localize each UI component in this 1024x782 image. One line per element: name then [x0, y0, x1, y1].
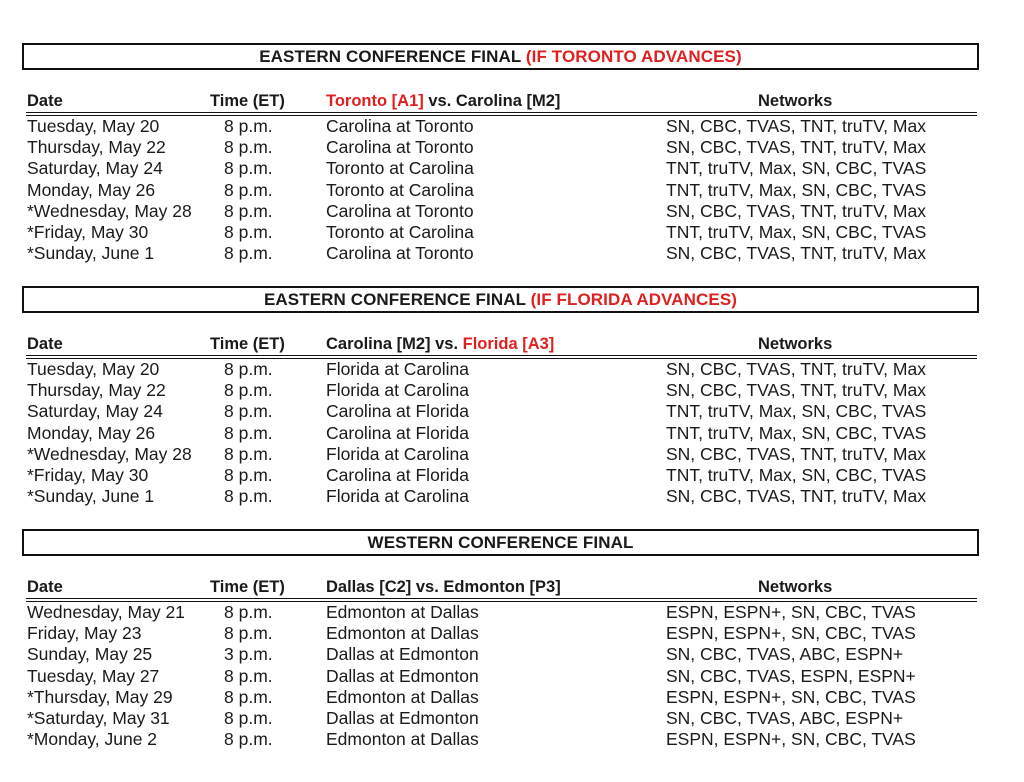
matchup-team2: Florida [A3]	[462, 335, 555, 353]
cell-matchup: Edmonton at Dallas	[326, 623, 479, 644]
cell-matchup: Carolina at Toronto	[326, 137, 474, 158]
table-row	[22, 359, 977, 380]
cell-date: *Monday, June 2	[27, 729, 158, 750]
cell-matchup: Carolina at Toronto	[326, 116, 474, 136]
cell-matchup: Dallas at Edmonton	[326, 644, 479, 665]
cell-networks: ESPN, ESPN+, SN, CBC, TVAS	[666, 686, 916, 707]
table-row	[22, 486, 977, 507]
header-time: Time (ET)	[210, 92, 285, 110]
cell-time: 8 p.m.	[224, 179, 273, 200]
cell-time: 8 p.m.	[224, 686, 273, 707]
table-row	[22, 158, 977, 179]
cell-networks: TNT, truTV, Max, SN, CBC, TVAS	[666, 158, 927, 179]
cell-time: 8 p.m.	[224, 401, 273, 422]
header-matchup	[326, 334, 554, 355]
cell-matchup: Edmonton at Dallas	[326, 602, 479, 622]
banner-title: WESTERN CONFERENCE FINAL	[367, 533, 634, 552]
cell-date: Tuesday, May 20	[27, 116, 160, 136]
cell-networks: ESPN, ESPN+, SN, CBC, TVAS	[666, 729, 916, 750]
matchup-vs: vs.	[430, 335, 463, 353]
cell-date: Monday, May 26	[27, 422, 156, 443]
cell-matchup: Toronto at Carolina	[326, 179, 474, 200]
matchup-team1: Carolina [M2]	[326, 335, 431, 353]
matchup-team1: Toronto [A1]	[326, 92, 424, 110]
matchup-team2: Carolina [M2]	[455, 92, 561, 110]
cell-time: 8 p.m.	[224, 200, 273, 221]
cell-networks: SN, CBC, TVAS, TNT, truTV, Max	[666, 116, 926, 136]
cell-time: 8 p.m.	[224, 116, 273, 136]
cell-networks: SN, CBC, TVAS, TNT, truTV, Max	[666, 380, 926, 401]
banner-title: EASTERN CONFERENCE FINAL	[259, 47, 522, 66]
cell-networks: SN, CBC, TVAS, ABC, ESPN+	[666, 707, 904, 728]
cell-matchup: Florida at Carolina	[326, 359, 469, 379]
cell-networks: SN, CBC, TVAS, TNT, truTV, Max	[666, 359, 926, 379]
cell-date: Wednesday, May 21	[27, 602, 185, 622]
cell-date: *Wednesday, May 28	[27, 200, 192, 221]
table-row	[22, 116, 977, 137]
cell-time: 8 p.m.	[224, 729, 273, 750]
cell-time: 8 p.m.	[224, 707, 273, 728]
matchup-team1: Dallas [C2]	[326, 578, 412, 596]
cell-time: 8 p.m.	[224, 422, 273, 443]
cell-time: 3 p.m.	[224, 644, 273, 665]
cell-matchup: Carolina at Florida	[326, 401, 469, 422]
header-time: Time (ET)	[210, 578, 285, 596]
cell-date: *Sunday, June 1	[27, 243, 155, 264]
header-matchup	[326, 577, 561, 598]
column-header-row	[22, 577, 977, 598]
table-row	[22, 243, 977, 264]
cell-matchup: Carolina at Florida	[326, 422, 469, 443]
cell-networks: TNT, truTV, Max, SN, CBC, TVAS	[666, 179, 927, 200]
cell-matchup: Florida at Carolina	[326, 486, 469, 507]
cell-time: 8 p.m.	[224, 665, 273, 686]
schedule-table	[22, 602, 977, 750]
cell-matchup: Florida at Carolina	[326, 443, 469, 464]
header-networks: Networks	[758, 92, 833, 110]
section-banner	[22, 529, 979, 556]
cell-matchup: Carolina at Toronto	[326, 200, 474, 221]
table-row	[22, 444, 977, 465]
table-row	[22, 623, 977, 644]
table-row	[22, 708, 977, 729]
cell-time: 8 p.m.	[224, 359, 273, 379]
cell-time: 8 p.m.	[224, 443, 273, 464]
cell-networks: TNT, truTV, Max, SN, CBC, TVAS	[666, 464, 927, 485]
cell-time: 8 p.m.	[224, 221, 273, 242]
cell-networks: SN, CBC, TVAS, ABC, ESPN+	[666, 644, 904, 665]
cell-matchup: Carolina at Toronto	[326, 243, 474, 264]
header-networks: Networks	[758, 578, 833, 596]
table-row	[22, 602, 977, 623]
table-row	[22, 137, 977, 158]
cell-matchup: Dallas at Edmonton	[326, 707, 479, 728]
cell-date: Tuesday, May 20	[27, 359, 160, 379]
cell-date: Monday, May 26	[27, 179, 156, 200]
table-row	[22, 201, 977, 222]
cell-date: *Sunday, June 1	[27, 486, 155, 507]
cell-networks: SN, CBC, TVAS, TNT, truTV, Max	[666, 200, 926, 221]
cell-networks: SN, CBC, TVAS, TNT, truTV, Max	[666, 486, 926, 507]
table-row	[22, 222, 977, 243]
cell-matchup: Toronto at Carolina	[326, 158, 474, 179]
cell-matchup: Edmonton at Dallas	[326, 686, 479, 707]
table-row	[22, 401, 977, 422]
header-networks: Networks	[758, 335, 833, 353]
cell-networks: SN, CBC, TVAS, TNT, truTV, Max	[666, 443, 926, 464]
cell-matchup: Edmonton at Dallas	[326, 729, 479, 750]
cell-networks: TNT, truTV, Max, SN, CBC, TVAS	[666, 221, 927, 242]
table-row	[22, 423, 977, 444]
banner-note: (IF TORONTO ADVANCES)	[525, 47, 742, 66]
cell-networks: ESPN, ESPN+, SN, CBC, TVAS	[666, 623, 916, 644]
section-banner	[22, 43, 979, 70]
cell-time: 8 p.m.	[224, 602, 273, 622]
cell-networks: SN, CBC, TVAS, TNT, truTV, Max	[666, 243, 926, 264]
cell-date: *Wednesday, May 28	[27, 443, 192, 464]
banner-title: EASTERN CONFERENCE FINAL	[263, 290, 526, 309]
cell-networks: SN, CBC, TVAS, TNT, truTV, Max	[666, 137, 926, 158]
table-row	[22, 465, 977, 486]
table-row	[22, 644, 977, 665]
table-row	[22, 180, 977, 201]
cell-matchup: Florida at Carolina	[326, 380, 469, 401]
cell-date: *Thursday, May 29	[27, 686, 173, 707]
cell-date: *Saturday, May 31	[27, 707, 170, 728]
cell-networks: TNT, truTV, Max, SN, CBC, TVAS	[666, 401, 927, 422]
cell-date: Thursday, May 22	[27, 380, 166, 401]
banner-note: (IF FLORIDA ADVANCES)	[530, 290, 738, 309]
cell-matchup: Dallas at Edmonton	[326, 665, 479, 686]
cell-date: Thursday, May 22	[27, 137, 166, 158]
cell-networks: SN, CBC, TVAS, ESPN, ESPN+	[666, 665, 916, 686]
table-row	[22, 666, 977, 687]
column-header-row	[22, 91, 977, 112]
cell-time: 8 p.m.	[224, 243, 273, 264]
header-date: Date	[27, 92, 63, 110]
header-date: Date	[27, 578, 63, 596]
cell-time: 8 p.m.	[224, 464, 273, 485]
section-banner	[22, 286, 979, 313]
cell-date: Sunday, May 25	[27, 644, 153, 665]
cell-time: 8 p.m.	[224, 380, 273, 401]
cell-date: Saturday, May 24	[27, 401, 163, 422]
schedule-table	[22, 116, 977, 264]
header-matchup	[326, 91, 560, 112]
cell-date: *Friday, May 30	[27, 464, 149, 485]
cell-date: Friday, May 23	[27, 623, 142, 644]
schedule-table	[22, 359, 977, 507]
cell-matchup: Toronto at Carolina	[326, 221, 474, 242]
cell-date: Tuesday, May 27	[27, 665, 160, 686]
cell-time: 8 p.m.	[224, 137, 273, 158]
cell-time: 8 p.m.	[224, 623, 273, 644]
cell-matchup: Carolina at Florida	[326, 464, 469, 485]
cell-time: 8 p.m.	[224, 486, 273, 507]
matchup-vs: vs.	[423, 92, 456, 110]
table-row	[22, 687, 977, 708]
matchup-team2: Edmonton [P3]	[443, 578, 561, 596]
cell-date: Saturday, May 24	[27, 158, 163, 179]
table-row	[22, 380, 977, 401]
cell-date: *Friday, May 30	[27, 221, 149, 242]
cell-networks: TNT, truTV, Max, SN, CBC, TVAS	[666, 422, 927, 443]
cell-time: 8 p.m.	[224, 158, 273, 179]
header-date: Date	[27, 335, 63, 353]
cell-networks: ESPN, ESPN+, SN, CBC, TVAS	[666, 602, 916, 622]
matchup-vs: vs.	[411, 578, 444, 596]
column-header-row	[22, 334, 977, 355]
header-time: Time (ET)	[210, 335, 285, 353]
table-row	[22, 729, 977, 750]
